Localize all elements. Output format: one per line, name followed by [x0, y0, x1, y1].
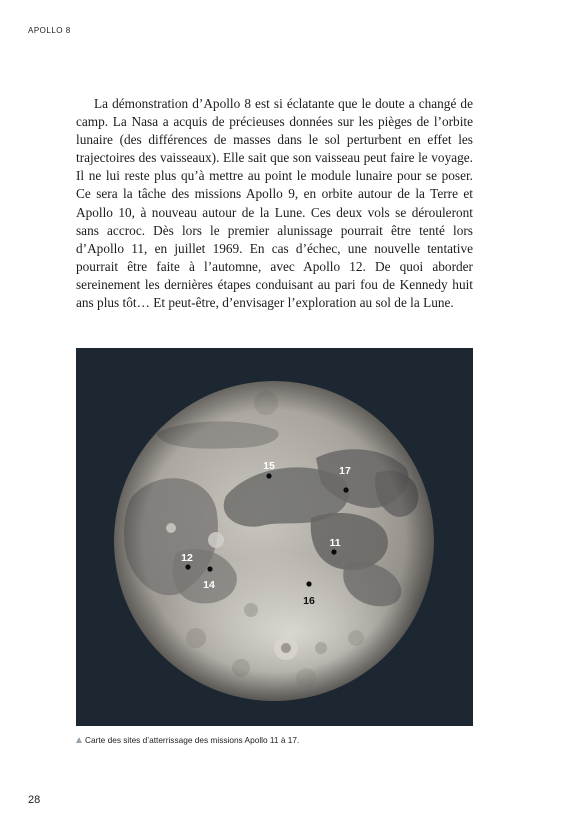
site-label: 15 — [263, 460, 275, 472]
moon-figure — [76, 348, 473, 726]
running-head: APOLLO 8 — [28, 26, 71, 35]
page-number: 28 — [28, 794, 41, 806]
site-marker — [266, 473, 271, 478]
figure-caption — [76, 735, 496, 745]
body-paragraph: La démonstration d’Apollo 8 est si éclatante que le doute a changé de camp. La Nasa a acquis de précieuses données sur les pièges de l’orbite lunaire (des différences de masses dans le sol perturbent en effet les trajectoires des vaisseaux). Elle sait que son vaisseau peut faire le voyage. Il ne lui reste plus qu’à mettre au point le module lunaire pour se poser. Ce sera la tâche des missions Apollo 9, en orbite autour de la Terre et Apollo 10, à nouveau autour de la Lune. Ces deux vols se dérouleront sans accroc. Dès lors le premier alunissage pourrait être tenté lors d’Apollo 11, en juillet 1969. En cas d’échec, une nouvelle tentative pourrait être faite à l’automne, avec Apollo 12. De quoi aborder sereinement les dernières étapes conduisant au pari fou de Kennedy huit ans plus tôt… Et peut-être, d’envisager l’exploration au sol de la Lune. — [76, 96, 473, 311]
site-label: 14 — [203, 579, 215, 591]
site-marker — [306, 581, 311, 586]
caption-text: Carte des sites d’atterrissage des missions Apollo 11 à 17. — [85, 735, 300, 745]
site-marker — [331, 549, 336, 554]
site-marker — [185, 564, 190, 569]
site-marker — [343, 487, 348, 492]
moon-map — [76, 348, 473, 726]
site-label: 17 — [339, 465, 351, 477]
site-label: 16 — [303, 595, 315, 607]
caption-triangle-icon — [76, 737, 82, 743]
site-label: 11 — [329, 537, 341, 549]
site-marker — [207, 566, 212, 571]
site-label: 12 — [181, 552, 193, 564]
